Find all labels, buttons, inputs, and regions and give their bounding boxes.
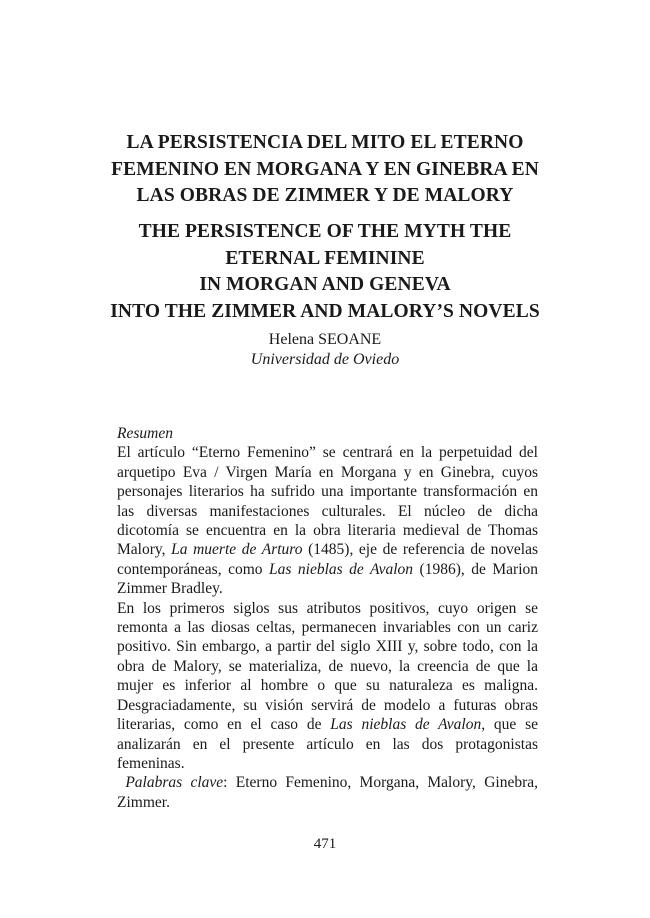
title-english	[95, 219, 555, 325]
author-name: Helena SEOANE	[268, 331, 382, 348]
keywords-label: Palabras clave	[125, 774, 224, 792]
abstract-heading: Resumen	[117, 425, 173, 442]
title-spanish-line: LAS OBRAS DE ZIMMER Y DE MALORY	[136, 185, 514, 206]
title-english-line: THE PERSISTENCE OF THE MYTH THE	[138, 221, 512, 242]
book-title: Las nieblas de Avalon	[269, 560, 414, 578]
title-spanish-line: FEMENINO EN MORGANA Y EN GINEBRA EN	[111, 158, 539, 180]
title-spanish	[100, 130, 550, 210]
abstract-text: (1986), de Marion Zimmer Bradley.	[117, 560, 538, 598]
keywords	[117, 773, 538, 812]
book-title: Las nieblas de Avalon	[330, 716, 482, 734]
abstract-text: En los primeros siglos sus atributos positivos, cuyo origen se remonta a las diosas celtas, permanecen invariables con un cariz positivo. Sin embargo, a partir del siglo XIII y, sobre todo, con la obra de Malory, se materializa, de nuevo, la creencia de que la mujer es inferior al hombre o que su naturaleza es maligna. Desgraciadamente, su visión servirá de modelo a futuras obras literarias, como en el caso de	[117, 599, 538, 734]
title-english-line: INTO THE ZIMMER AND MALORY’S NOVELS	[110, 300, 540, 322]
title-english-line: ETERNAL FEMININE	[225, 247, 425, 269]
abstract	[117, 424, 538, 812]
title-english-line: IN MORGAN AND GENEVA	[199, 274, 451, 295]
abstract-paragraph-2	[117, 599, 538, 774]
author-affiliation: Universidad de Oviedo	[250, 351, 400, 368]
abstract-text: , que se analizarán en el presente artículo en las dos protagonistas femeninas.	[117, 716, 538, 772]
abstract-text: (1485), eje de referencia de novelas contemporáneas, como	[117, 541, 539, 578]
keywords-list: : Eterno Femenino, Morgana, Malory, Ginebra, Zimmer.	[117, 774, 538, 811]
book-title: La muerte de Arturo	[171, 541, 303, 559]
abstract-text: El artículo “Eterno Femenino” se centrará en la perpetuidad del arquetipo Eva / Virgen María en Morgana y en Ginebra, cuyos personajes literarios ha sufrido una importante transformación en las diversas manifestaciones culturales. El núcleo de dicha dicotomía se encuentra en la obra literaria medieval de Thomas Malory,	[117, 444, 538, 559]
abstract-paragraph-1	[117, 443, 538, 598]
page-number: 471	[313, 836, 337, 852]
title-spanish-line: LA PERSISTENCIA DEL MITO EL ETERNO	[126, 132, 524, 153]
author-block	[175, 330, 475, 370]
